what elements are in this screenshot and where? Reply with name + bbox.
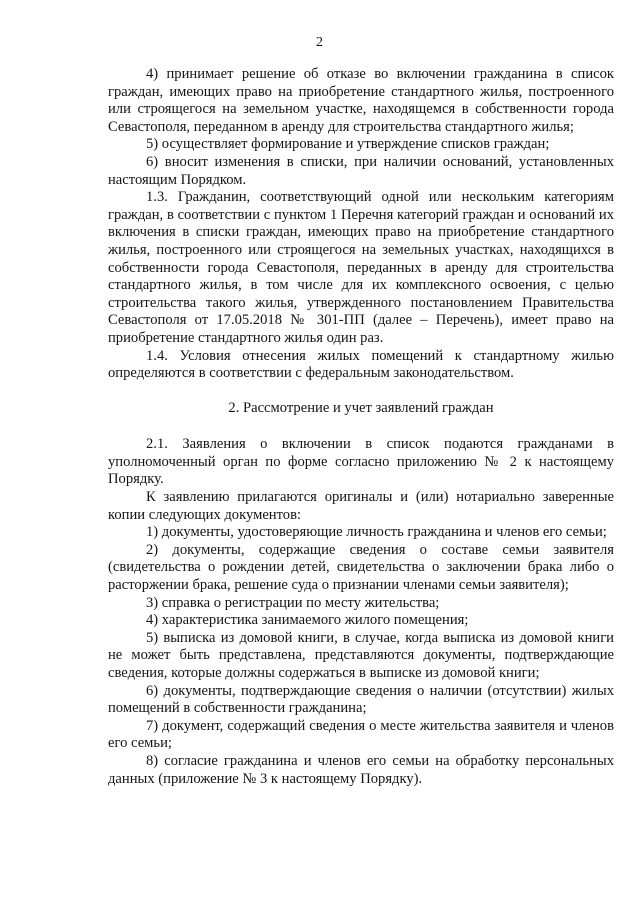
- list-item-doc-6: 6) документы, подтверждающие сведения о наличии (отсутствии) жилых помещений в собственности гражданина;: [108, 682, 614, 717]
- list-item-doc-4: 4) характеристика занимаемого жилого помещения;: [146, 612, 469, 629]
- list-item-doc-7: 7) документ, содержащий сведения о месте жительства заявителя и членов его семьи;: [108, 717, 614, 752]
- paragraph-attachments-intro: К заявлению прилагаются оригиналы и (или) нотариально заверенные копии следующих документов:: [108, 489, 614, 523]
- paragraph-clause-1-3: 1.3. Гражданин, соответствующий одной или нескольким категориям граждан, в соответствии с пунктом 1 Перечня категорий граждан и оснований их включения в списки граждан, имеющих право на приобретение стандартного жилья, построенного или строящегося на земельных участках, находящихся в собственности города Севастополя, переданных в аренду для строительства стандартного жилья, в том числе для их комплексного освоения, с целью строительства такого жилья, утвержденного постановлением Правительства Севастополя от 17.05.2018 № 301-ПП (далее – Перечень), имеет право на приобретение стандартного жилья один раз.: [108, 189, 614, 346]
- list-item-doc-3: 3) справка о регистрации по месту жительства;: [146, 594, 440, 611]
- paragraph-item-6: 6) вносит изменения в списки, при наличии оснований, установленных настоящим Порядком.: [108, 153, 614, 188]
- list-item-doc-2: 2) документы, содержащие сведения о составе семьи заявителя (свидетельства о рождении детей, свидетельства о заключении брака либо о расторжении брака, решение суда о признании членами семьи заявителя);: [108, 541, 614, 594]
- page-number: 2: [316, 35, 323, 50]
- paragraph-clause-1-4: 1.4. Условия отнесения жилых помещений к стандартному жилью определяются в соответствии с федеральным законодательством.: [108, 347, 614, 382]
- paragraph-item-4: 4) принимает решение об отказе во включении гражданина в список граждан, имеющих право на приобретение стандартного жилья, построенного или строящегося на земельном участке, находящемся в собственности города Севастополя, переданном в аренду для строительства стандартного жилья;: [108, 66, 614, 135]
- document-body: [108, 66, 614, 788]
- paragraph-clause-2-1: 2.1. Заявления о включении в список подаются гражданами в уполномоченный орган по форме согласно приложению № 2 к настоящему Порядку.: [108, 436, 614, 488]
- section-heading: 2. Рассмотрение и учет заявлений граждан: [228, 399, 494, 416]
- list-item-doc-8: 8) согласие гражданина и членов его семьи на обработку персональных данных (приложение № 3 к настоящему Порядку).: [108, 752, 614, 787]
- list-item-doc-1: 1) документы, удостоверяющие личность гражданина и членов его семьи;: [146, 524, 607, 541]
- list-item-doc-5: 5) выписка из домовой книги, в случае, когда выписка из домовой книги не может быть представлена, представляются документы, подтверждающие сведения, которые должны содержаться в выписке из домовой книги;: [108, 629, 614, 681]
- paragraph-item-5: 5) осуществляет формирование и утверждение списков граждан;: [146, 136, 550, 153]
